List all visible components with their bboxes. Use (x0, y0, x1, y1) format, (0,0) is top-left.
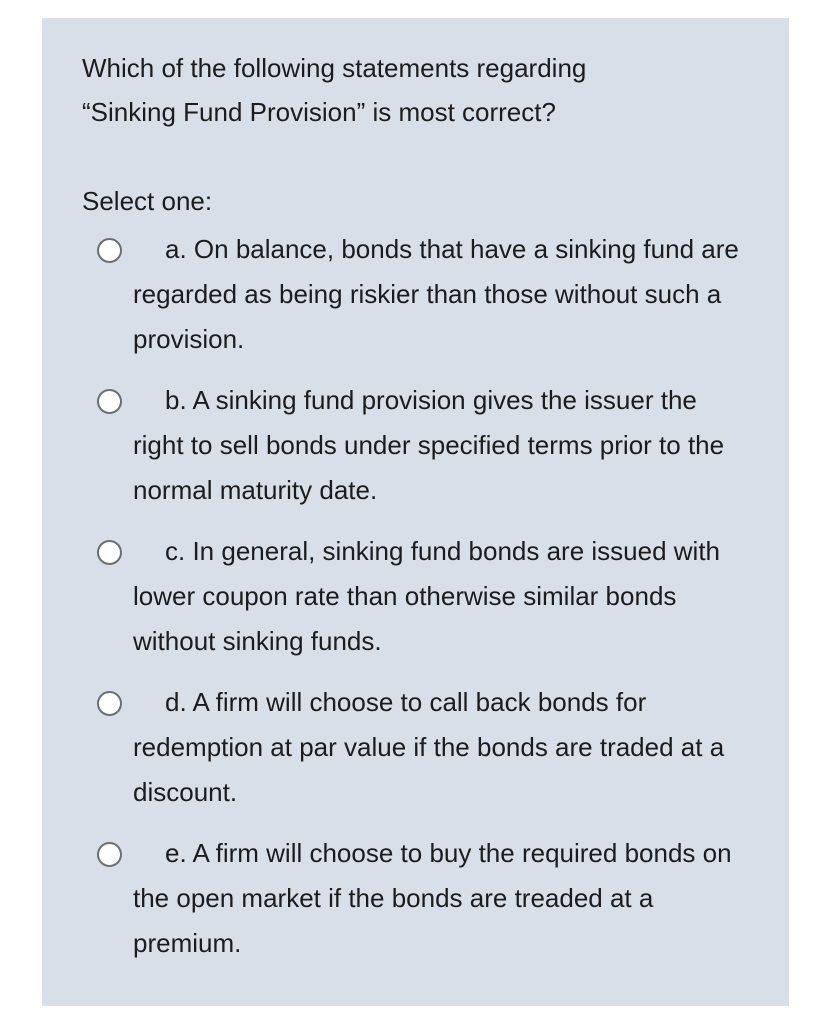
radio-button-icon[interactable] (97, 389, 122, 414)
radio-button-icon[interactable] (97, 238, 122, 263)
option-b-text: b. A sinking fund provision gives the issuer the right to sell bonds under specified terms prior to the normal maturity date. (133, 385, 725, 505)
answer-options (82, 227, 749, 966)
radio-button-icon[interactable] (97, 842, 122, 867)
question-panel (42, 18, 789, 1006)
option-e[interactable] (82, 831, 749, 966)
option-d[interactable] (82, 680, 749, 815)
radio-button-icon[interactable] (97, 540, 122, 565)
option-c[interactable] (82, 529, 749, 664)
question-line-2: “Sinking Fund Provision” is most correct? (82, 97, 556, 127)
radio-button-icon[interactable] (97, 691, 122, 716)
question-line-1: Which of the following statements regarding (82, 53, 587, 83)
option-e-text: e. A firm will choose to buy the required bonds on the open market if the bonds are treaded at a premium. (133, 838, 732, 958)
select-prompt: Select one: (82, 186, 213, 216)
option-a-text: a. On balance, bonds that have a sinking fund are regarded as being riskier than those without such a provision. (133, 234, 739, 354)
question-text (82, 46, 749, 134)
option-a[interactable] (82, 227, 749, 362)
option-b[interactable] (82, 378, 749, 513)
option-d-text: d. A firm will choose to call back bonds for redemption at par value if the bonds are traded at a discount. (133, 687, 725, 807)
option-c-text: c. In general, sinking fund bonds are issued with lower coupon rate than otherwise similar bonds without sinking funds. (133, 536, 721, 656)
